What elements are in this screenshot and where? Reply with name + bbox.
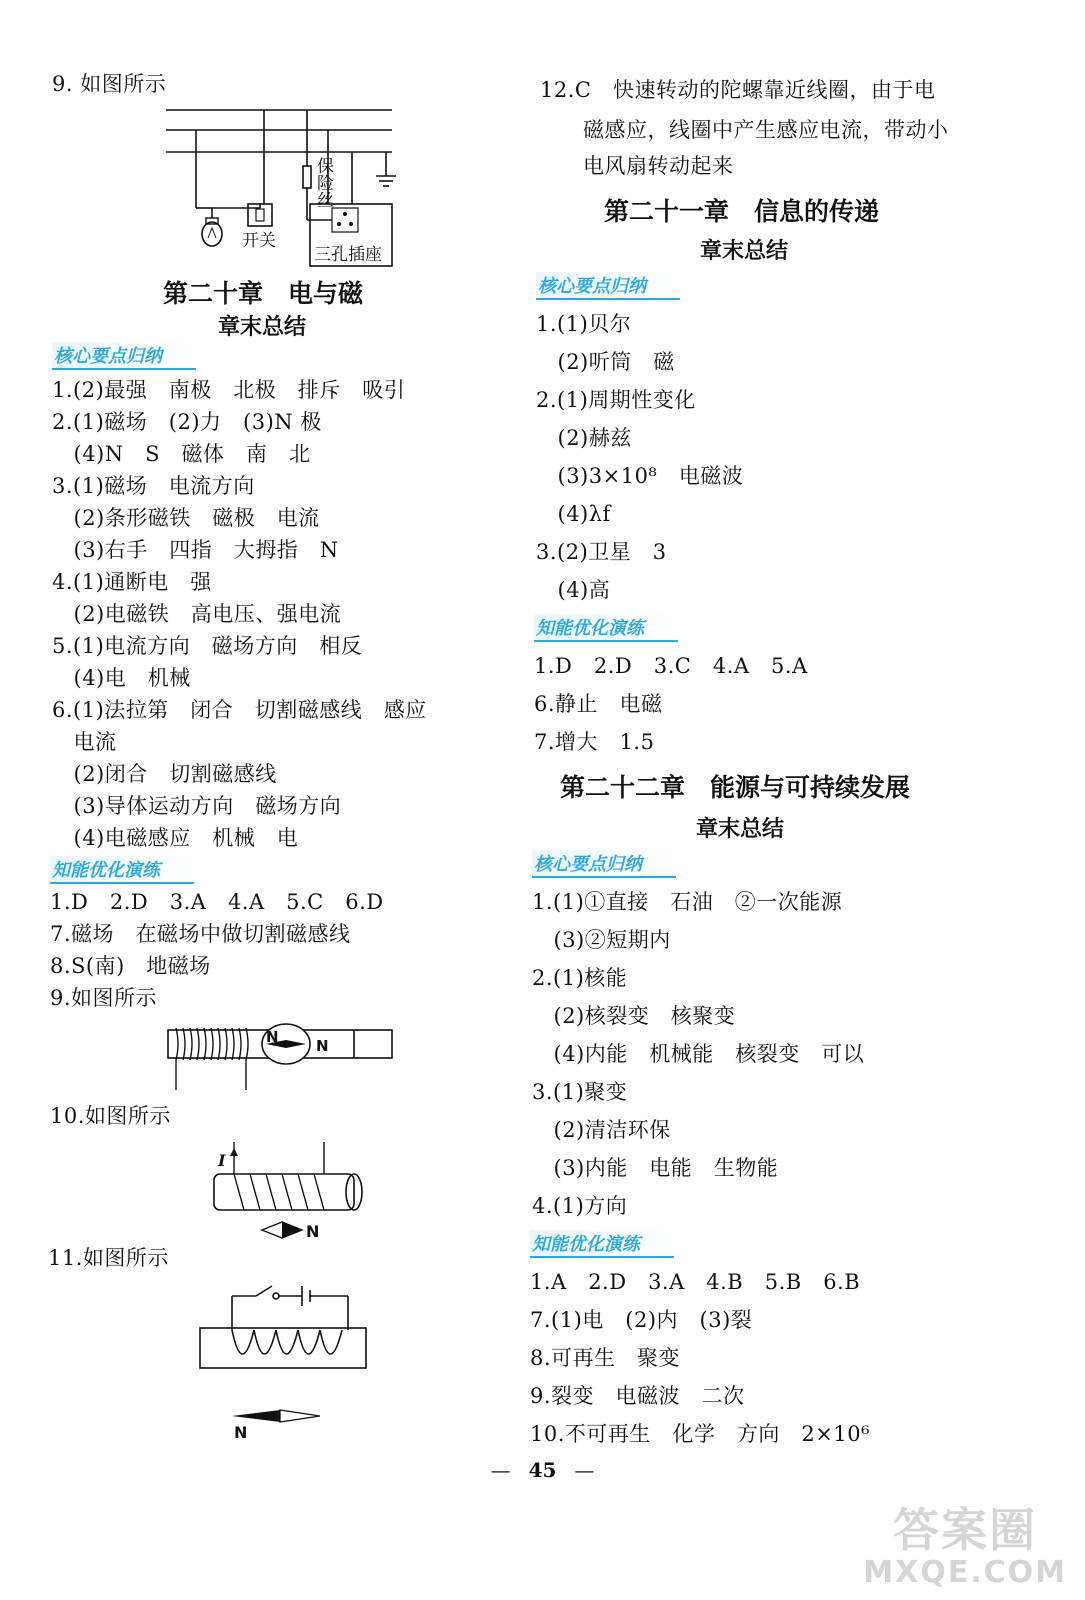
- list-item: (4)高: [536, 578, 611, 602]
- list-item: 电流: [52, 730, 117, 754]
- chapter-20-subtitle: 章末总结: [218, 315, 307, 340]
- electromagnet-compass-figure: [160, 1020, 400, 1096]
- list-item: (3)导体运动方向 磁场方向: [52, 794, 342, 818]
- list-item: 8.可再生 聚变: [530, 1346, 681, 1370]
- current-label: I: [218, 1151, 226, 1170]
- section-core-22: 核心要点归纳: [532, 850, 676, 878]
- watermark: [863, 1505, 1067, 1590]
- list-item: (2)清洁环保: [532, 1118, 671, 1142]
- list-item: 2.(1)磁场 (2)力 (3)N 极: [52, 410, 322, 434]
- lightbulb-icon: [202, 212, 222, 246]
- list-item: 3.(1)聚变: [532, 1080, 628, 1104]
- list-item: 电风扇转动起来: [540, 154, 734, 178]
- list-item: 1.D 2.D 3.C 4.A 5.A: [534, 654, 808, 678]
- list-item: 1.(1)①直接 石油 ②一次能源: [532, 890, 843, 914]
- page-number-value: 45: [528, 1458, 557, 1482]
- list-item: 3.(1)磁场 电流方向: [52, 474, 255, 498]
- list-item: 6.静止 电磁: [534, 692, 663, 716]
- page-number-dash-right: —: [574, 1458, 595, 1482]
- question-9a: 9. 如图所示: [52, 72, 167, 96]
- list-item: 3.(2)卫星 3: [536, 540, 667, 564]
- switch-label: 开关: [242, 231, 276, 251]
- coil-circuit-figure: [196, 1278, 376, 1448]
- list-item: 12.C 快速转动的陀螺靠近线圈，由于电: [540, 78, 936, 102]
- list-item: (3)3×10⁸ 电磁波: [536, 464, 744, 488]
- solenoid-current-figure: [200, 1136, 370, 1246]
- list-item: 9.如图所示: [50, 986, 158, 1010]
- list-item: (3)内能 电能 生物能: [532, 1156, 779, 1180]
- list-item: (4)N S 磁体 南 北: [52, 442, 311, 466]
- chapter-22-title: 第二十二章 能源与可持续发展: [560, 773, 911, 802]
- compass-n-label: N: [266, 1028, 279, 1046]
- socket-label: 三孔插座: [314, 245, 382, 265]
- list-item: (4)λf: [536, 502, 611, 526]
- list-item: 1.D 2.D 3.A 4.A 5.C 6.D: [50, 890, 384, 914]
- list-item: (2)核裂变 核聚变: [532, 1004, 736, 1028]
- list-item: 2.(1)周期性变化: [536, 388, 696, 412]
- list-item: (2)听筒 磁: [536, 350, 675, 374]
- section-practice-20: 知能优化演练: [50, 856, 194, 884]
- section-practice-21: 知能优化演练: [534, 614, 678, 642]
- page-number-dash-left: —: [490, 1458, 511, 1482]
- list-item: 8.S(南) 地磁场: [50, 954, 211, 978]
- list-item: 6.(1)法拉第 闭合 切割磁感线 感应: [52, 698, 427, 722]
- list-item: 4.(1)通断电 强: [52, 570, 212, 594]
- list-item: (3)②短期内: [532, 928, 671, 952]
- question-11: 11.如图所示: [48, 1246, 169, 1270]
- list-item: 磁感应，线圈中产生感应电流，带动小: [540, 118, 949, 142]
- list-item: 5.(1)电流方向 磁场方向 相反: [52, 634, 363, 658]
- list-item: 10.不可再生 化学 方向 2×10⁶: [530, 1422, 870, 1446]
- needle-n-label: N: [306, 1222, 320, 1241]
- list-item: 7.(1)电 (2)内 (3)裂: [530, 1308, 753, 1332]
- magnet-n-label: N: [316, 1037, 329, 1055]
- list-item: (2)电磁铁 高电压、强电流: [52, 602, 342, 626]
- section-core-21: 核心要点归纳: [536, 272, 680, 300]
- list-item: (3)右手 四指 大拇指 N: [52, 538, 339, 562]
- compass-needle-icon: [232, 1410, 320, 1422]
- list-item: (2)条形磁铁 磁极 电流: [52, 506, 320, 530]
- household-circuit-figure: [160, 100, 400, 270]
- list-item: 4.(1)方向: [532, 1194, 628, 1218]
- list-item: (4)内能 机械能 核裂变 可以: [532, 1042, 865, 1066]
- watermark-text: MXQE.COM: [863, 1555, 1067, 1590]
- page-number: [0, 1458, 1085, 1482]
- list-item: (2)赫兹: [536, 426, 632, 450]
- chapter-21-title: 第二十一章 信息的传递: [604, 197, 880, 226]
- chapter-22-subtitle: 章末总结: [696, 817, 785, 842]
- list-item: 1.(2)最强 南极 北极 排斥 吸引: [52, 378, 406, 402]
- chapter-20-title: 第二十章 电与磁: [163, 279, 364, 308]
- list-item: 1.A 2.D 3.A 4.B 5.B 6.B: [530, 1270, 861, 1294]
- list-item: 7.增大 1.5: [534, 730, 655, 754]
- fuse-label-text: 保险丝: [282, 157, 333, 177]
- section-core-20: 核心要点归纳: [52, 342, 196, 370]
- compass-needle-icon: [262, 1222, 302, 1238]
- list-item: 9.裂变 电磁波 二次: [530, 1384, 745, 1408]
- list-item: 7.磁场 在磁场中做切割磁感线: [50, 922, 351, 946]
- section-practice-22: 知能优化演练: [530, 1230, 674, 1258]
- watermark-logo: 答案圈: [893, 1503, 1038, 1557]
- chapter-21-subtitle: 章末总结: [700, 239, 789, 264]
- list-item: (2)闭合 切割磁感线: [52, 762, 277, 786]
- list-item: 2.(1)核能: [532, 966, 628, 990]
- coil-n-label: N: [234, 1423, 248, 1442]
- list-item: (4)电磁感应 机械 电: [52, 826, 299, 850]
- list-item: 1.(1)贝尔: [536, 312, 632, 336]
- list-item: (4)电 机械: [52, 666, 191, 690]
- question-10: 10.如图所示: [50, 1104, 171, 1128]
